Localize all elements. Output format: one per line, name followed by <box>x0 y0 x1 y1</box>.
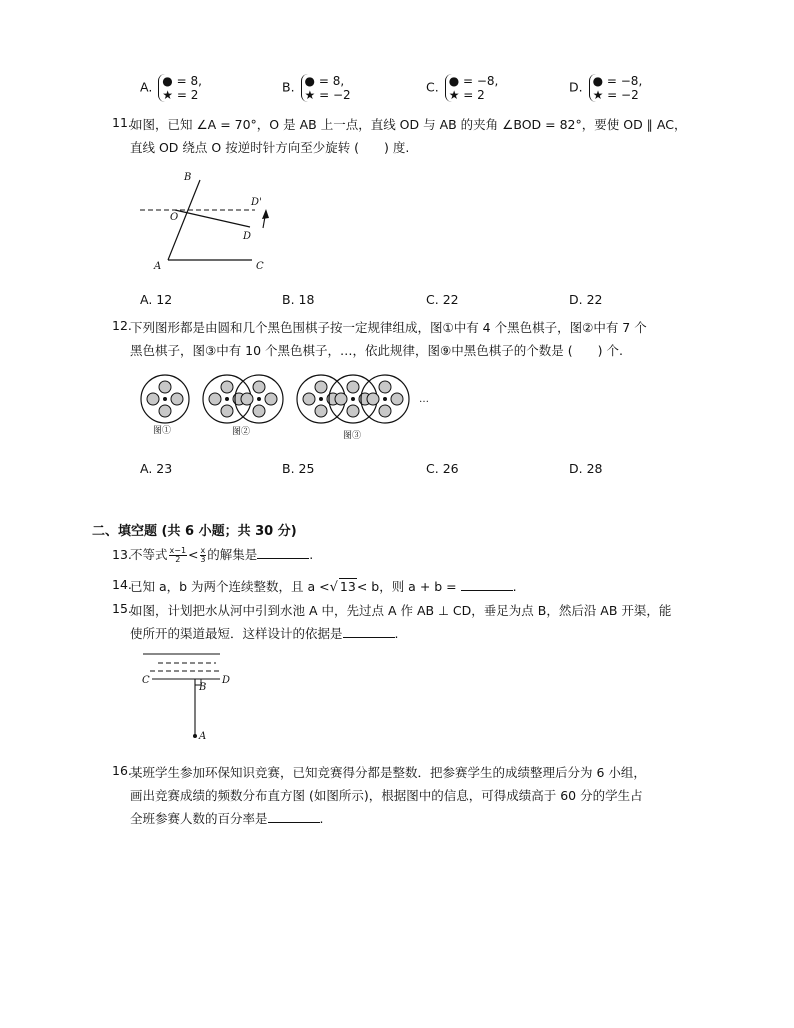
q11-option-b: B. 18 <box>282 292 315 307</box>
q15-number: 15. <box>112 601 132 616</box>
label-c: C <box>256 261 264 272</box>
q15-text-line2: 使所开的渠道最短．这样设计的依据是 . <box>130 626 399 641</box>
arrow-head-icon <box>262 209 269 219</box>
q11-figure <box>130 165 290 280</box>
label-b: B <box>184 172 192 183</box>
q16-text-line3: 全班参赛人数的百分率是 . <box>130 811 324 826</box>
fig-label-2: 图② <box>232 427 251 437</box>
q12-option-a: A. 23 <box>140 461 173 476</box>
q11-option-d: D. 22 <box>569 292 603 307</box>
q15-text-line1: 如图，计划把水从河中引到水池 A 中，先过点 A 作 AB ⊥ CD，垂足为点 B，然后沿 AB 开渠，能 <box>130 603 672 618</box>
q11-text-line2: 直线 OD 绕点 O 按逆时针方向至少旋转 ( ) 度. <box>130 140 410 155</box>
q16-text-line1: 某班学生参加环保知识竞赛，已知竞赛得分都是整数．把参赛学生的成绩整理后分为 6 小组， <box>130 765 646 780</box>
q11-option-a: A. 12 <box>140 292 173 307</box>
line-od <box>175 210 250 227</box>
q13-number: 13. <box>112 547 132 562</box>
q12-option-b: B. 25 <box>282 461 315 476</box>
label-b: B <box>199 682 207 693</box>
q12-option-c: C. 26 <box>426 461 459 476</box>
q11-number: 11. <box>112 115 132 130</box>
q14-number: 14. <box>112 577 132 592</box>
q11-option-c: C. 22 <box>426 292 459 307</box>
label-d: D <box>222 675 231 686</box>
q12-text-line1: 下列图形都是由圆和几个黑色围棋子按一定规律组成，图①中有 4 个黑色棋子，图②中有 7 个 <box>130 320 647 335</box>
q10-option-a: A. ● = 8, ★ = 2 <box>140 74 202 102</box>
q12-figure <box>135 368 435 443</box>
q12-number: 12. <box>112 318 132 333</box>
pattern-figure-1 <box>141 375 189 423</box>
pattern-ellipsis: … <box>419 394 429 405</box>
label-d: D <box>243 231 252 242</box>
point-a-dot <box>193 734 197 738</box>
q14-text: 已知 a，b 为两个连续整数，且 a <√ 13< b，则 a + b = . <box>130 579 517 595</box>
q16-text-line2: 画出竞赛成绩的频数分布直方图 (如图所示)，根据图中的信息，可得成绩高于 60 分的学生占 <box>130 788 643 803</box>
label-o: O <box>170 212 179 223</box>
fig-label-1: 图① <box>153 426 172 436</box>
q16-number: 16. <box>112 763 132 778</box>
label-a: A <box>199 731 207 742</box>
q10-option-c: C. ● = −8, ★ = 2 <box>426 74 499 102</box>
label-d-prime: D' <box>251 197 262 208</box>
pattern-figure-3 <box>297 375 409 423</box>
fig-label-3: 图③ <box>343 431 362 441</box>
pattern-figure-2 <box>203 375 283 423</box>
q10-option-d: D. ● = −8, ★ = −2 <box>569 74 643 102</box>
section-title-fill-in: 二、填空题 (共 6 小题；共 30 分) <box>92 524 297 539</box>
label-c: C <box>142 675 150 686</box>
q12-option-d: D. 28 <box>569 461 603 476</box>
q15-figure <box>138 648 238 746</box>
q13-text: 不等式 $\frac{x-1}{2}$ < $\frac{x}{3}$ 的解集是 . <box>130 546 314 564</box>
label-a: A <box>154 261 162 272</box>
q12-text-line2: 黑色棋子，图③中有 10 个黑色棋子，…，依此规律，图⑨中黑色棋子的个数是 ( ) 个. <box>130 343 623 358</box>
q11-text-line1: 如图，已知 ∠A = 70°，O 是 AB 上一点，直线 OD 与 AB 的夹角 ∠BOD = 82°，要使 OD ∥ AC， <box>130 117 687 132</box>
q10-option-b: B. ● = 8, ★ = −2 <box>282 74 351 102</box>
